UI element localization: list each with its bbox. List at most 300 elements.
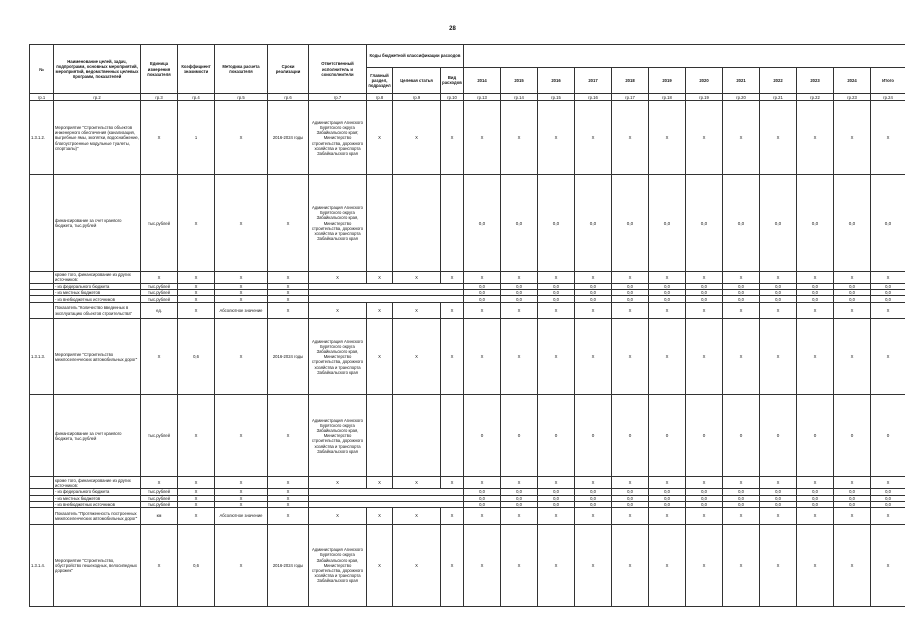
row-total-value: 0,0 [871, 501, 905, 507]
row-coef: Х [178, 290, 215, 296]
header-name: Наименование целей, задач, подпрограмм, основных мероприятий, мероприятий, ведомственных целевых программ, показателей [54, 45, 141, 94]
row-year-value: Х [575, 101, 612, 175]
header-year: 2014 [464, 67, 501, 94]
header-chief: Главный раздел, подраздел [367, 67, 393, 94]
row-year-value: 0 [686, 395, 723, 477]
row-year-value: Х [501, 302, 538, 318]
header-year: 2018 [612, 67, 649, 94]
header-year: 2017 [575, 67, 612, 94]
row-year-value: Х [797, 524, 834, 606]
row-unit: тыс.рублей [141, 290, 178, 296]
col-number: гр.6 [268, 94, 309, 101]
row-year-value: Х [649, 302, 686, 318]
row-expense [441, 395, 464, 477]
row-year-value: 0,0 [723, 501, 760, 507]
row-year-value: 0,0 [760, 283, 797, 289]
row-year-value: 0,0 [834, 489, 871, 495]
row-period: Х [268, 501, 309, 507]
row-year-value: 0,0 [538, 501, 575, 507]
row-year-value: Х [612, 524, 649, 606]
row-year-value: Х [723, 101, 760, 175]
table-row [30, 319, 905, 395]
row-year-value: Х [797, 508, 834, 524]
row-coef: Х [178, 489, 215, 495]
row-year-value: Х [612, 272, 649, 284]
row-chief: Х [367, 272, 393, 284]
col-number: гр.23 [834, 94, 871, 101]
col-number: гр.18 [649, 94, 686, 101]
row-method: Х [215, 501, 268, 507]
row-year-value: 0,0 [834, 296, 871, 302]
row-unit: Х [141, 477, 178, 489]
row-expense: Х [441, 524, 464, 606]
row-year-value: 0,0 [797, 489, 834, 495]
row-expense: Х [441, 272, 464, 284]
row-year-value: Х [686, 508, 723, 524]
header-year: 2021 [723, 67, 760, 94]
row-period: Х [268, 272, 309, 284]
row-year-value: 0,0 [501, 290, 538, 296]
row-target: Х [393, 319, 441, 395]
row-year-value: Х [501, 524, 538, 606]
row-total-value: 0,0 [871, 495, 905, 501]
row-year-value: Х [723, 524, 760, 606]
row-year-value: 0,0 [760, 290, 797, 296]
row-year-value: 0,0 [464, 489, 501, 495]
row-year-value: 0,0 [575, 489, 612, 495]
row-coef: Х [178, 302, 215, 318]
col-number: гр.20 [723, 94, 760, 101]
row-chief [367, 395, 393, 477]
row-unit: км [141, 508, 178, 524]
row-year-value: 0,0 [797, 175, 834, 272]
row-method: Х [215, 495, 268, 501]
col-number: гр.19 [686, 94, 723, 101]
row-unit: тыс.рублей [141, 501, 178, 507]
row-year-value: 0,0 [834, 290, 871, 296]
header-num: № [30, 45, 54, 94]
header-row-1 [30, 45, 905, 68]
row-year-value: 0 [797, 395, 834, 477]
row-expense: Х [441, 101, 464, 175]
header-year: 2015 [501, 67, 538, 94]
table-row [30, 302, 905, 318]
row-year-value: 0,0 [464, 290, 501, 296]
row-year-value: 0,0 [760, 489, 797, 495]
row-year-value: Х [501, 319, 538, 395]
row-year-value: Х [501, 272, 538, 284]
row-year-value: 0,0 [501, 175, 538, 272]
row-executor: Администрация Агинского Бурятского округа Забайкальского края, Министерство строительства, дорожного хозяйства и транспорта Забайкальского края [309, 319, 367, 395]
row-coef: Х [178, 395, 215, 477]
row-executor: Администрация Агинского Бурятского округа Забайкальского края, Министерство строительства, дорожного хозяйства и транспорта Забайкальского края [309, 395, 367, 477]
row-year-value: 0,0 [723, 489, 760, 495]
row-year-value: 0,0 [649, 283, 686, 289]
row-year-value: 0,0 [760, 175, 797, 272]
row-year-value: Х [501, 508, 538, 524]
row-year-value: Х [686, 524, 723, 606]
row-unit: ед. [141, 302, 178, 318]
row-year-value: 0,0 [538, 290, 575, 296]
row-year-value: 0,0 [575, 296, 612, 302]
row-total-value: 0,0 [871, 175, 905, 272]
row-year-value: Х [649, 508, 686, 524]
row-method: Абсолютное значение [215, 302, 268, 318]
row-year-value: Х [649, 524, 686, 606]
row-coef: 1 [178, 101, 215, 175]
row-year-value: 0,0 [649, 489, 686, 495]
row-chief: Х [367, 508, 393, 524]
row-year-value: Х [834, 524, 871, 606]
row-executor: Администрация Агинского Бурятского округа Забайкальского края, Министерство строительства, дорожного хозяйства и транспорта Забайкальского края [309, 524, 367, 606]
row-year-value: Х [760, 508, 797, 524]
row-method: Х [215, 477, 268, 489]
row-total-value: 0,0 [871, 290, 905, 296]
row-name: финансирование за счет краевого бюджета, тыс.рублей [54, 395, 141, 477]
row-year-value: Х [834, 319, 871, 395]
row-name: - из федерального бюджета [54, 489, 141, 495]
table-row [30, 272, 905, 284]
header-coef: Коэффициент значимости [178, 45, 215, 94]
col-number: гр.5 [215, 94, 268, 101]
row-year-value: 0,0 [686, 283, 723, 289]
row-total-value: 0,0 [871, 296, 905, 302]
row-year-value: 0,0 [501, 501, 538, 507]
row-total-value: Х [871, 508, 905, 524]
row-year-value: Х [464, 302, 501, 318]
row-year-value: Х [538, 508, 575, 524]
row-year-value: 0,0 [612, 501, 649, 507]
row-year-value: 0,0 [797, 501, 834, 507]
row-target [393, 175, 441, 272]
col-number: гр.3 [141, 94, 178, 101]
row-method: Х [215, 296, 268, 302]
row-year-value: 0,0 [538, 283, 575, 289]
row-year-value: Х [575, 508, 612, 524]
row-year-value: 0,0 [723, 290, 760, 296]
header-year: 2022 [760, 67, 797, 94]
row-chief: Х [367, 319, 393, 395]
row-year-value: 0,0 [649, 175, 686, 272]
row-year-value: 0,0 [538, 175, 575, 272]
row-year-value: 0 [575, 395, 612, 477]
row-coef: Х [178, 508, 215, 524]
row-year-value: 0,0 [612, 296, 649, 302]
table-row [30, 101, 905, 175]
row-unit: тыс.рублей [141, 175, 178, 272]
row-year-value: Х [723, 272, 760, 284]
row-coef: Х [178, 495, 215, 501]
row-period: Х [268, 477, 309, 489]
row-unit: тыс.рублей [141, 495, 178, 501]
row-method: Х [215, 524, 268, 606]
row-year-value: 0 [834, 395, 871, 477]
row-year-value: Х [760, 477, 797, 489]
row-year-value: Х [464, 319, 501, 395]
row-year-value: 0,0 [612, 290, 649, 296]
row-unit: Х [141, 524, 178, 606]
row-year-value: Х [575, 477, 612, 489]
row-coef: Х [178, 501, 215, 507]
row-year-value: 0,0 [575, 283, 612, 289]
row-chief [367, 175, 393, 272]
col-number: гр.17 [612, 94, 649, 101]
row-year-value: 0,0 [723, 175, 760, 272]
row-method: Х [215, 175, 268, 272]
row-expense: Х [441, 508, 464, 524]
row-year-value: Х [538, 302, 575, 318]
row-coef: Х [178, 296, 215, 302]
row-year-value: 0,0 [834, 501, 871, 507]
row-year-value: 0,0 [760, 495, 797, 501]
row-year-value: Х [538, 101, 575, 175]
row-period: Х [268, 495, 309, 501]
row-year-value: Х [760, 302, 797, 318]
row-year-value: 0,0 [464, 283, 501, 289]
row-year-value: Х [797, 319, 834, 395]
header-year: 2023 [797, 67, 834, 94]
row-unit: тыс.рублей [141, 296, 178, 302]
row-year-value: Х [575, 319, 612, 395]
table-row [30, 395, 905, 477]
table-row [30, 508, 905, 524]
row-year-value: 0,0 [538, 495, 575, 501]
row-year-value: Х [834, 508, 871, 524]
row-period: Х [268, 395, 309, 477]
row-year-value: Х [575, 302, 612, 318]
row-target: Х [393, 272, 441, 284]
row-year-value: 0 [464, 395, 501, 477]
header-method: Методика расчета показателя [215, 45, 268, 94]
row-year-value: Х [612, 477, 649, 489]
row-expense [441, 175, 464, 272]
row-year-value: Х [649, 319, 686, 395]
row-executor: Администрация Агинского Бурятского округа Забайкальского края; Министерство строительства, дорожного хозяйства и транспорта Забайкальского края [309, 101, 367, 175]
row-year-value: 0,0 [834, 495, 871, 501]
row-year-value: 0 [612, 395, 649, 477]
row-year-value: Х [538, 477, 575, 489]
row-year-value: Х [464, 508, 501, 524]
table-row [30, 524, 905, 606]
row-year-value: Х [797, 477, 834, 489]
row-chief: Х [367, 524, 393, 606]
row-expense: Х [441, 319, 464, 395]
row-total-value: Х [871, 302, 905, 318]
row-expense: Х [441, 477, 464, 489]
row-unit: тыс.рублей [141, 489, 178, 495]
row-coef: Х [178, 272, 215, 284]
row-coef: Х [178, 283, 215, 289]
header-budget-codes: Коды бюджетной классификации расходов [367, 45, 464, 68]
row-unit: Х [141, 319, 178, 395]
row-year-value: Х [760, 272, 797, 284]
row-year-value: Х [797, 272, 834, 284]
row-method: Х [215, 283, 268, 289]
row-name: - из местных бюджетов [54, 495, 141, 501]
row-year-value: Х [723, 302, 760, 318]
row-year-value: Х [686, 302, 723, 318]
header-years-blank [464, 45, 905, 68]
row-year-value: Х [834, 302, 871, 318]
row-year-value: 0,0 [575, 495, 612, 501]
row-total-value: Х [871, 524, 905, 606]
row-total-value: 0,0 [871, 283, 905, 289]
row-year-value: Х [612, 101, 649, 175]
row-period: Х [268, 302, 309, 318]
row-year-value: Х [797, 101, 834, 175]
row-target: Х [393, 508, 441, 524]
row-year-value: 0,0 [649, 501, 686, 507]
col-number: гр.14 [501, 94, 538, 101]
row-name: финансирование за счет краевого бюджета, тыс.рублей [54, 175, 141, 272]
row-name: кроме того, финансирование из других источников: [54, 272, 141, 284]
row-coef: 0,6 [178, 524, 215, 606]
row-year-value: Х [834, 477, 871, 489]
row-unit: тыс.рублей [141, 395, 178, 477]
row-name: - из внебюджетных источников [54, 501, 141, 507]
row-year-value: Х [834, 101, 871, 175]
row-year-value: 0,0 [464, 296, 501, 302]
row-year-value: Х [760, 524, 797, 606]
row-coef: 0,6 [178, 319, 215, 395]
row-method: Абсолютное значение [215, 508, 268, 524]
row-year-value: 0,0 [501, 489, 538, 495]
row-year-value: 0,0 [575, 290, 612, 296]
row-year-value: Х [723, 508, 760, 524]
row-executor: Х [309, 302, 367, 318]
header-target: Целевая статья [393, 67, 441, 94]
row-total-value: Х [871, 319, 905, 395]
row-year-value: 0,0 [612, 489, 649, 495]
col-number: гр.10 [441, 94, 464, 101]
row-executor: Х [309, 477, 367, 489]
row-year-value: Х [686, 272, 723, 284]
row-year-value: Х [501, 477, 538, 489]
row-year-value: 0,0 [760, 296, 797, 302]
row-unit: Х [141, 272, 178, 284]
row-executor: Х [309, 272, 367, 284]
row-year-value: 0,0 [834, 283, 871, 289]
row-method: Х [215, 272, 268, 284]
row-year-value: 0,0 [797, 283, 834, 289]
row-name: - из внебюджетных источников [54, 296, 141, 302]
row-year-value: Х [723, 477, 760, 489]
row-year-value: 0,0 [575, 501, 612, 507]
col-number: гр.16 [575, 94, 612, 101]
row-year-value: Х [649, 477, 686, 489]
row-target: Х [393, 101, 441, 175]
col-number: гр.2 [54, 94, 141, 101]
row-target: Х [393, 477, 441, 489]
row-number: 1.3.1.3. [30, 319, 54, 395]
header-executor: Ответственный исполнитель и соисполнители [309, 45, 367, 94]
row-year-value: Х [797, 302, 834, 318]
row-chief: Х [367, 101, 393, 175]
row-target: Х [393, 524, 441, 606]
header-expense: Вид расходов [441, 67, 464, 94]
row-year-value: 0,0 [464, 501, 501, 507]
row-name: Мероприятие "Строительство объектов инженерного обеспечения (канализация, выгребные ямы, экопятки, водоснабжение, благоустроенные модульные туалеты, спортзалы)" [54, 101, 141, 175]
row-total-value: Х [871, 477, 905, 489]
row-year-value: Х [575, 272, 612, 284]
row-year-value: Х [501, 101, 538, 175]
table-row [30, 477, 905, 489]
row-year-value: 0,0 [501, 495, 538, 501]
row-method: Х [215, 489, 268, 495]
row-executor: Х [309, 508, 367, 524]
row-name: Мероприятие "Строительство, обустройство пешеходных, велосипедных дорожек" [54, 524, 141, 606]
row-year-value: Х [686, 477, 723, 489]
row-total-value: 0,0 [871, 489, 905, 495]
header-total: Итого [871, 67, 905, 94]
row-year-value: 0,0 [686, 489, 723, 495]
table-row [30, 175, 905, 272]
row-year-value: 0 [649, 395, 686, 477]
col-number: гр.22 [797, 94, 834, 101]
row-unit: Х [141, 101, 178, 175]
row-year-value: Х [464, 272, 501, 284]
row-number: 1.3.1.4. [30, 524, 54, 606]
header-year: 2020 [686, 67, 723, 94]
col-number: гр.7 [309, 94, 367, 101]
row-method: Х [215, 319, 268, 395]
row-period: 2016-2024 годы [268, 319, 309, 395]
row-method: Х [215, 290, 268, 296]
row-period: Х [268, 283, 309, 289]
row-year-value: 0,0 [723, 283, 760, 289]
row-year-value: 0,0 [649, 296, 686, 302]
header-year: 2024 [834, 67, 871, 94]
row-period: Х [268, 296, 309, 302]
row-executor: Администрация Агинского Бурятского округа Забайкальского края, Министерство строительства, дорожного хозяйства и транспорта Забайкальского края [309, 175, 367, 272]
row-year-value: 0,0 [538, 489, 575, 495]
row-year-value: 0,0 [649, 495, 686, 501]
row-year-value: 0,0 [797, 495, 834, 501]
col-number: гр.4 [178, 94, 215, 101]
row-total-value: Х [871, 272, 905, 284]
row-name: кроме того, финансирование из других источников: [54, 477, 141, 489]
row-total-value: Х [871, 101, 905, 175]
row-year-value: 0,0 [723, 495, 760, 501]
row-year-value: 0,0 [575, 175, 612, 272]
row-year-value: Х [612, 302, 649, 318]
row-year-value: 0,0 [686, 501, 723, 507]
row-total-value: 0 [871, 395, 905, 477]
row-year-value: 0 [538, 395, 575, 477]
row-year-value: Х [464, 477, 501, 489]
row-period: Х [268, 489, 309, 495]
row-period: 2016-2024 годы [268, 524, 309, 606]
row-name: Показатель "Количество введенных в эксплуатацию объектов строительства" [54, 302, 141, 318]
row-year-value: Х [612, 319, 649, 395]
row-year-value: Х [686, 101, 723, 175]
row-year-value: Х [834, 272, 871, 284]
row-year-value: Х [649, 272, 686, 284]
col-number: гр.9 [393, 94, 441, 101]
row-year-value: 0,0 [501, 283, 538, 289]
col-number: гр.24 [871, 94, 905, 101]
row-coef: Х [178, 175, 215, 272]
row-expense: Х [441, 302, 464, 318]
row-year-value: Х [649, 101, 686, 175]
row-year-value: 0,0 [686, 175, 723, 272]
row-year-value: 0,0 [760, 501, 797, 507]
header-year: 2019 [649, 67, 686, 94]
header-period: Сроки реализации [268, 45, 309, 94]
row-chief: Х [367, 302, 393, 318]
row-period: Х [268, 508, 309, 524]
row-name: Мероприятие "Строительство межпоселенческих автомобильных дорог" [54, 319, 141, 395]
